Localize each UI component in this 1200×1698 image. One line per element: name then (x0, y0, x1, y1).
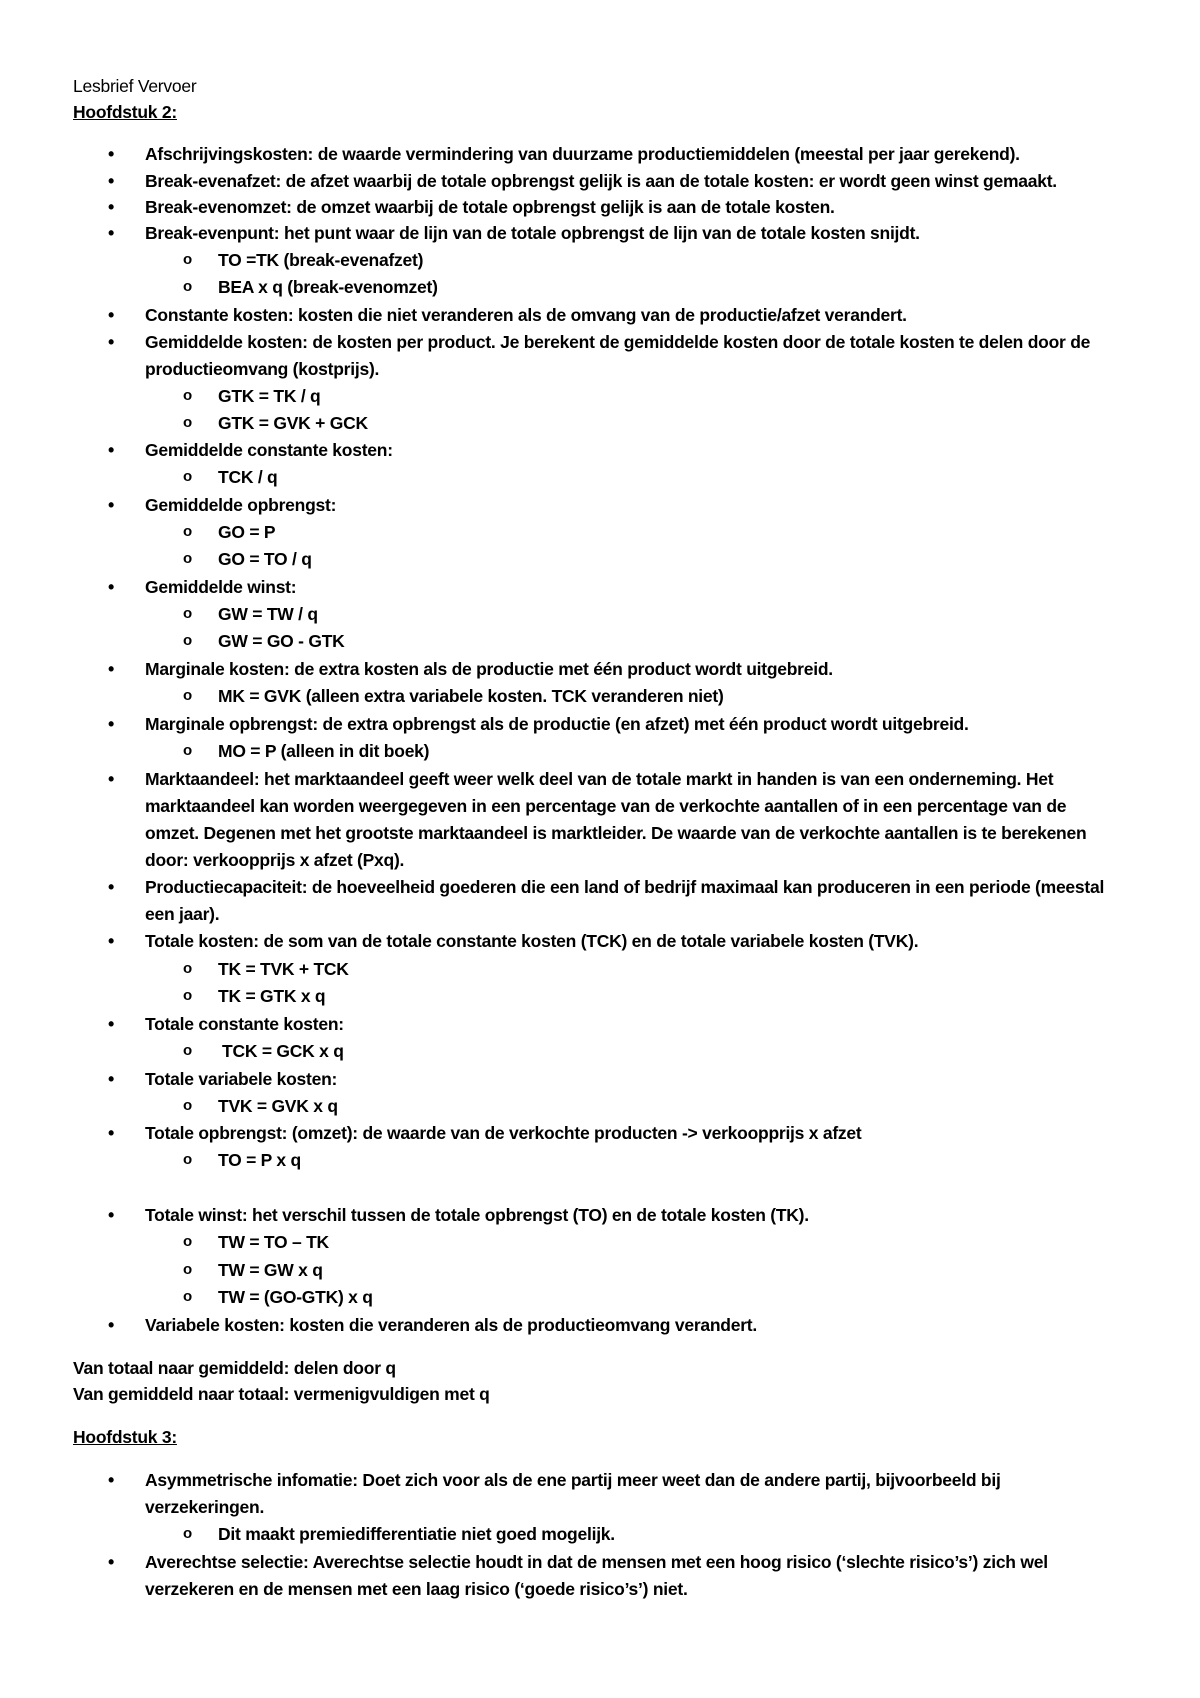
formula-item: TW = TO – TK (218, 1232, 329, 1252)
formula-item: GTK = TK / q (218, 386, 321, 406)
formula-item: TK = GTK x q (218, 986, 326, 1006)
list-item: Marginale kosten: de extra kosten als de productie met één product wordt uitgebreid. (145, 659, 833, 679)
formula-item: TW = (GO-GTK) x q (218, 1287, 373, 1307)
sub-bullet-marker: o (183, 468, 193, 485)
sub-bullet-marker: o (183, 960, 193, 977)
list-item-continuation: omzet. Degenen met het grootste marktaandeel is marktleider. De waarde van de verkochte aantallen is te berekenen (145, 823, 1087, 843)
sub-bullet-marker: o (183, 1233, 193, 1250)
bullet-marker: • (108, 577, 115, 597)
bullet-marker: • (108, 495, 115, 515)
list-item: Totale constante kosten: (145, 1014, 344, 1034)
list-item: Gemiddelde constante kosten: (145, 440, 393, 460)
list-item: Averechtse selectie: Averechtse selectie houdt in dat de mensen met een hoog risico (‘slechte risico’s’) zich wel (145, 1552, 1048, 1572)
formula-item: GW = GO - GTK (218, 631, 345, 651)
sub-bullet-marker: o (183, 1525, 193, 1542)
bullet-marker: • (108, 659, 115, 679)
sub-bullet-marker: o (183, 1042, 193, 1059)
bullet-marker: • (108, 1552, 115, 1572)
formula-item: TO =TK (break-evenafzet) (218, 250, 424, 270)
list-item: Asymmetrische infomatie: Doet zich voor als de ene partij meer weet dan de andere partij, bijvoorbeeld bij (145, 1470, 1001, 1490)
formula-item: GTK = GVK + GCK (218, 413, 368, 433)
list-item: Afschrijvingskosten: de waarde vermindering van duurzame productiemiddelen (meestal per jaar gerekend). (145, 144, 1020, 164)
bullet-marker: • (108, 197, 115, 217)
sub-bullet-marker: o (183, 987, 193, 1004)
bullet-marker: • (108, 223, 115, 243)
sub-bullet-marker: o (183, 1151, 193, 1168)
list-item: Totale variabele kosten: (145, 1069, 338, 1089)
bullet-marker: • (108, 1205, 115, 1225)
chapter-3-heading: Hoofdstuk 3: (73, 1427, 177, 1447)
formula-item: BEA x q (break-evenomzet) (218, 277, 438, 297)
sub-bullet-marker: o (183, 278, 193, 295)
list-item: Break-evenafzet: de afzet waarbij de totale opbrengst gelijk is aan de totale kosten: er wordt geen winst gemaakt. (145, 171, 1057, 191)
formula-item: TO = P x q (218, 1150, 301, 1170)
formula-item: GW = TW / q (218, 604, 318, 624)
list-item-continuation: verzekeren en de mensen met een laag risico (‘goede risico’s’) niet. (145, 1579, 688, 1599)
document-title: Lesbrief Vervoer (73, 76, 197, 96)
list-item: Marginale opbrengst: de extra opbrengst als de productie (en afzet) met één product wordt uitgebreid. (145, 714, 969, 734)
sub-bullet-marker: o (183, 632, 193, 649)
formula-item: TK = TVK + TCK (218, 959, 349, 979)
formula-item: MK = GVK (alleen extra variabele kosten. TCK veranderen niet) (218, 686, 724, 706)
formula-item: TW = GW x q (218, 1260, 323, 1280)
list-item: Gemiddelde opbrengst: (145, 495, 337, 515)
sub-bullet-marker: o (183, 251, 193, 268)
bullet-marker: • (108, 769, 115, 789)
sub-bullet-marker: o (183, 1097, 193, 1114)
list-item: Totale opbrengst: (omzet): de waarde van de verkochte producten -> verkoopprijs x afzet (145, 1123, 862, 1143)
formula-item: TVK = GVK x q (218, 1096, 338, 1116)
list-item: Gemiddelde winst: (145, 577, 297, 597)
formula-item: TCK / q (218, 467, 278, 487)
formula-item: GO = TO / q (218, 549, 312, 569)
list-item: Gemiddelde kosten: de kosten per product. Je berekent de gemiddelde kosten door de totale kosten te delen door de (145, 332, 1091, 352)
list-item: Variabele kosten: kosten die veranderen als de productieomvang verandert. (145, 1315, 757, 1335)
sub-bullet-marker: o (183, 1261, 193, 1278)
list-item-continuation: een jaar). (145, 904, 220, 924)
bullet-marker: • (108, 332, 115, 352)
list-item: Marktaandeel: het marktaandeel geeft weer welk deel van de totale markt in handen is van een onderneming. Het (145, 769, 1054, 789)
sub-bullet-marker: o (183, 742, 193, 759)
list-item: Totale winst: het verschil tussen de totale opbrengst (TO) en de totale kosten (TK). (145, 1205, 809, 1225)
bullet-marker: • (108, 931, 115, 951)
bullet-marker: • (108, 877, 115, 897)
sub-item: Dit maakt premiedifferentiatie niet goed mogelijk. (218, 1524, 615, 1544)
sub-bullet-marker: o (183, 414, 193, 431)
bullet-marker: • (108, 1315, 115, 1335)
bullet-marker: • (108, 1123, 115, 1143)
list-item-continuation: door: verkoopprijs x afzet (Pxq). (145, 850, 405, 870)
bullet-marker: • (108, 1470, 115, 1490)
summary-line-total-to-average: Van totaal naar gemiddeld: delen door q (73, 1358, 396, 1378)
list-item-continuation: productieomvang (kostprijs). (145, 359, 380, 379)
list-item-continuation: verzekeringen. (145, 1497, 265, 1517)
chapter-2-heading: Hoofdstuk 2: (73, 102, 177, 122)
formula-item: TCK = GCK x q (222, 1041, 344, 1061)
list-item: Productiecapaciteit: de hoeveelheid goederen die een land of bedrijf maximaal kan produceren in een periode (meestal (145, 877, 1105, 897)
summary-line-average-to-total: Van gemiddeld naar totaal: vermenigvuldigen met q (73, 1384, 490, 1404)
list-item: Break-evenpunt: het punt waar de lijn van de totale opbrengst de lijn van de totale kosten snijdt. (145, 223, 920, 243)
bullet-marker: • (108, 440, 115, 460)
sub-bullet-marker: o (183, 387, 193, 404)
list-item: Constante kosten: kosten die niet veranderen als de omvang van de productie/afzet verandert. (145, 305, 907, 325)
bullet-marker: • (108, 1014, 115, 1034)
list-item-continuation: marktaandeel kan worden weergegeven in een percentage van de verkochte aantallen of in een percentage van de (145, 796, 1067, 816)
bullet-marker: • (108, 1069, 115, 1089)
bullet-marker: • (108, 144, 115, 164)
bullet-marker: • (108, 171, 115, 191)
list-item: Break-evenomzet: de omzet waarbij de totale opbrengst gelijk is aan de totale kosten. (145, 197, 835, 217)
formula-item: GO = P (218, 522, 276, 542)
formula-item: MO = P (alleen in dit boek) (218, 741, 430, 761)
sub-bullet-marker: o (183, 1288, 193, 1305)
list-item: Totale kosten: de som van de totale constante kosten (TCK) en de totale variabele kosten (TVK). (145, 931, 919, 951)
bullet-marker: • (108, 305, 115, 325)
sub-bullet-marker: o (183, 605, 193, 622)
sub-bullet-marker: o (183, 523, 193, 540)
sub-bullet-marker: o (183, 687, 193, 704)
sub-bullet-marker: o (183, 550, 193, 567)
bullet-marker: • (108, 714, 115, 734)
